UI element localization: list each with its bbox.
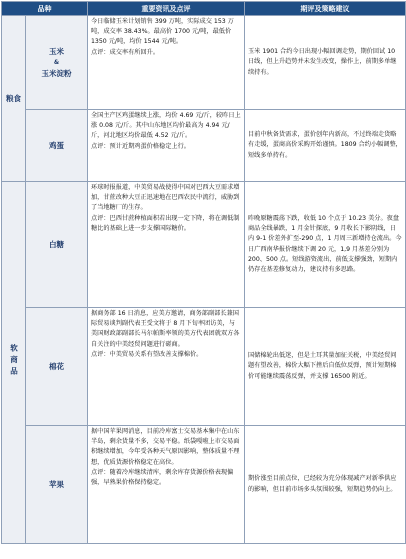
news-comment: 点评：中美贸易关系有望改善支撑棉价。: [91, 350, 203, 358]
variety-line: 玉米: [49, 47, 64, 56]
advice-corn: 玉米 1901 合约今日出现小幅回调走势，期价回试 10 日线，但上升趋势并未发生改变，操作上，前期多单继续持有。: [245, 16, 406, 110]
variety-line: &: [53, 59, 60, 66]
news-text: 今日临储玉米计划销售 399 万吨，实际成交 153 万吨，成交率 38.43%。最高价 1700 元/吨，最低价 1350 元/吨，均价 1544 元/吨。: [91, 18, 234, 46]
advice-apple: 期价涨至目前点位，已经较为充分体现减产对新季供应的影响，但目前市场多头氛围较强，短期趋势仍向上。: [245, 426, 406, 544]
news-comment: 点评：随着冷库继续清库，剩余库存货源价格表现偏强，早熟果价格保持稳定。: [91, 468, 234, 487]
variety-egg: 鸡蛋: [26, 110, 88, 182]
variety-cotton: 棉花: [26, 308, 88, 426]
report-table: [1, 1, 406, 544]
advice-sugar: 昨晚原糖震荡下跌，收低 10 个点于 10.23 美分。夜盘商品全线暴跌，1 月金针探底，9 月收长下影阴线，日内 9-1 价差外扩至-290 点，1 月周三新增持仓流出。今日广西南华报价继续下调 20 元，1,9 月基差分别为 200、500 点。短线游资流出，前低支撑强劲，短期内仍存在基差修复动力，建议持有多思路。: [245, 182, 406, 308]
variety-line: 玉米淀粉: [41, 69, 72, 78]
news-cotton: [88, 308, 245, 426]
category-soft: [2, 182, 26, 544]
advice-cotton: 国储棉轮出低迷，但是土耳其量加征关税，中美经贸问题有望改善，棉价大幅下挫后自低位反弹，预计短期棉价可能继续震荡反弹，并支撑 16500 附近。: [245, 308, 406, 426]
table-row: [2, 110, 406, 182]
news-comment: 点评：预计近期鸡蛋价格稳定上行。: [91, 142, 190, 150]
table-header-row: [2, 2, 406, 16]
variety-corn: [26, 16, 88, 110]
header-news: 重要资讯及点评: [88, 2, 245, 16]
variety-apple: 苹果: [26, 426, 88, 544]
news-text: 环球时报报道，中美贸易战使得中国对巴西大豆需求增加，甘蔗改种大豆正迅速地在巴西农民中流行，威胁到了当地糖厂的生存。: [91, 184, 240, 212]
news-apple: [88, 426, 245, 544]
news-text: 据中国苹果网消息，目前冷库富士交易基本集中在山东半岛，剩余货量不多，交易平稳。纸袋嘎啦上市交易面积继续增加，今年受各种天气原因影响，整体质量不理想，优质货源价格稳定在高位。: [91, 428, 240, 466]
news-egg: [88, 110, 245, 182]
category-grain: 粮食: [2, 16, 26, 182]
advice-egg: 目前中秋备货需求，蛋价创年内新高，不过终端走货略有走缓，蛋商高价采购开始谨慎。1809 合约小幅调整，短线多单持有。: [245, 110, 406, 182]
table-row: [2, 16, 406, 110]
table-row: [2, 426, 406, 544]
header-advice: 期评及策略建议: [245, 2, 406, 16]
news-text: 据商务部 16 日消息，应美方邀请，商务部副部长兼国际贸易谈判副代表王受文将于 8 月下旬率团访美，与美国财政部副部长马尔帕斯率领的美方代表团就双方各自关注的中美经贸问题进行磋商。: [91, 310, 240, 348]
variety-sugar: 白糖: [26, 182, 88, 308]
category-soft-label: 软商品: [9, 343, 19, 379]
news-corn: [88, 16, 245, 110]
news-text: 全国主产区鸡蛋继续上涨，均价 4.69 元/斤，较昨日上涨 0.08 元/斤。其中山东地区均价最高为 4.94 元/斤，河北地区均价最低 4.52 元/斤。: [91, 112, 241, 140]
news-sugar: [88, 182, 245, 308]
news-comment: 点评：成交率有所回升。: [91, 48, 160, 56]
header-variety: 品种: [2, 2, 88, 16]
table-row: [2, 308, 406, 426]
news-comment: 点评：巴西甘蔗种植面积若出现一定下降，将在调低制糖比的基础上进一步支撑国际糖价。: [91, 214, 240, 232]
table-row: [2, 182, 406, 308]
